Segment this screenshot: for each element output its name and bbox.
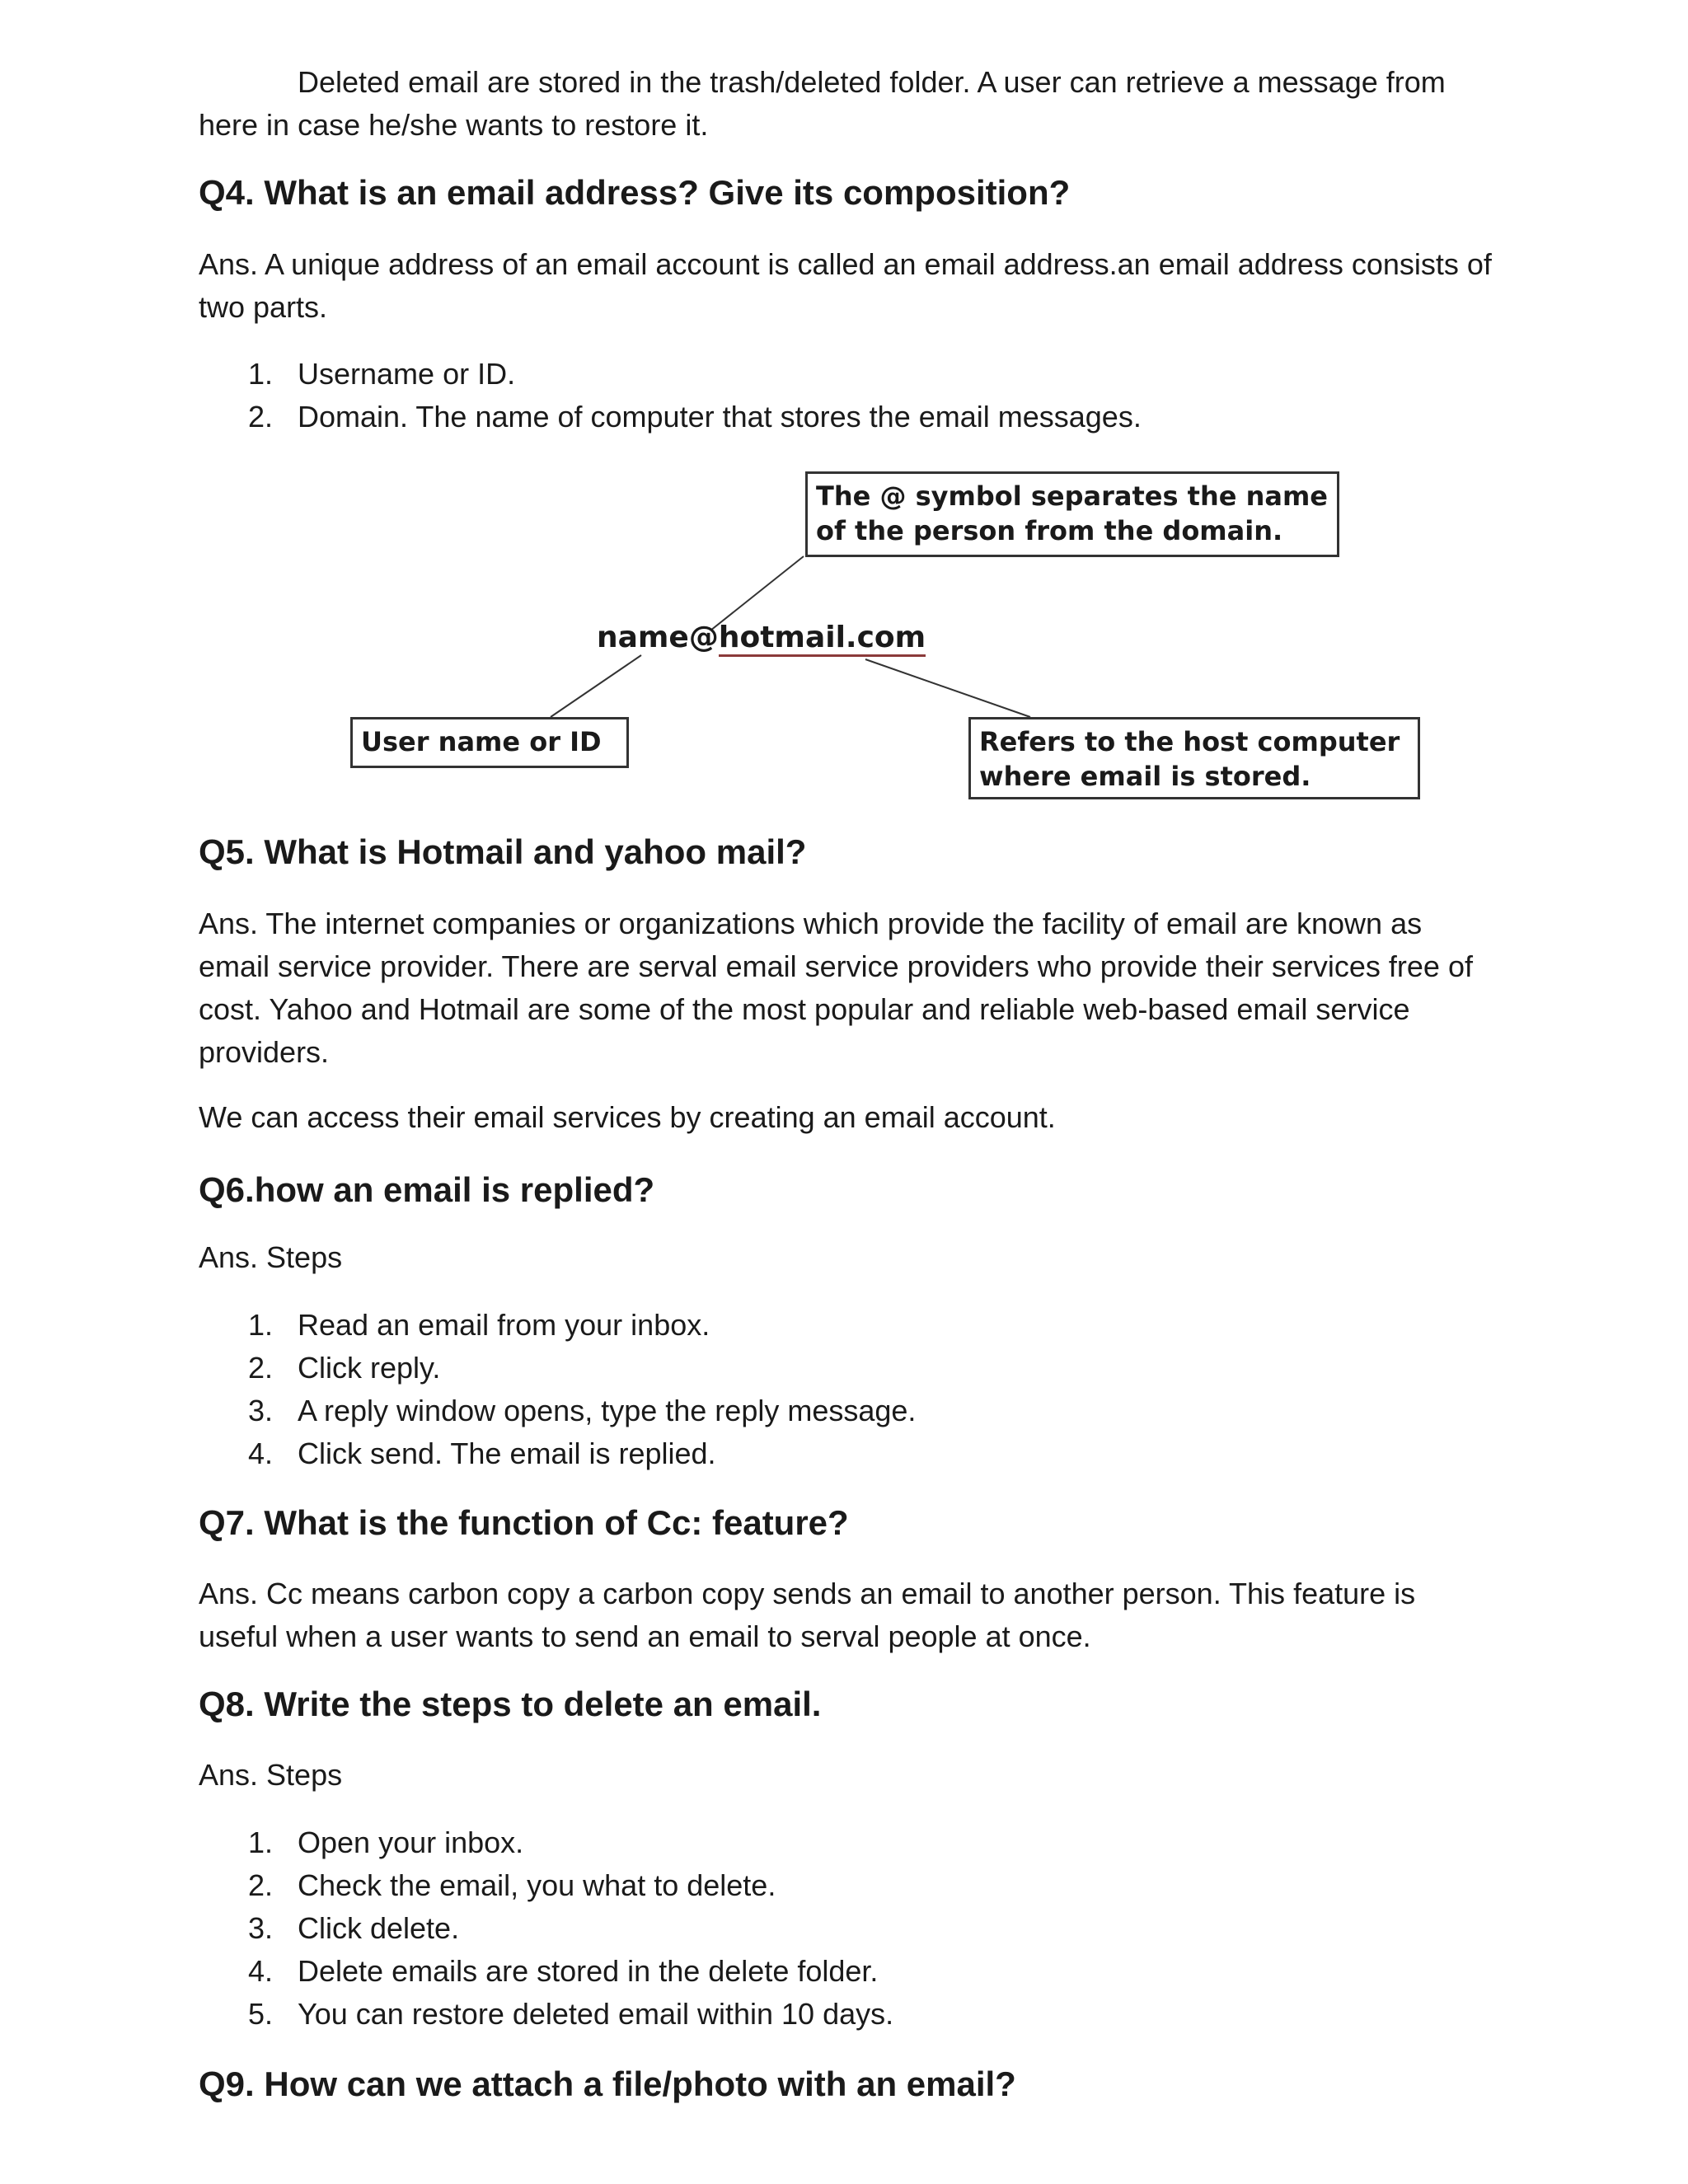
q9-heading: Q9. How can we attach a file/photo with an email? [199,2064,1016,2103]
q6-answer: Ans. Steps [199,1240,343,1274]
list-item: 5. You can restore deleted email within 10 days. [248,1997,894,2031]
q4-answer: Ans. A unique address of an email account is called an email address.an email address consists of two parts. [199,247,1492,324]
q4-heading: Q4. What is an email address? Give its composition? [199,173,1071,212]
q5-extra: We can access their email services by creating an email account. [199,1100,1056,1134]
list-item: 1. Open your inbox. [248,1825,524,1859]
list-item: 3. A reply window opens, type the reply message. [248,1394,917,1427]
diagram-connector-lines [0,0,1688,824]
list-item: 3. Click delete. [248,1911,460,1945]
q8-answer: Ans. Steps [199,1758,343,1792]
list-item: 2. Domain. The name of computer that stores the email messages. [248,400,1142,434]
list-item: 4. Delete emails are stored in the delete folder. [248,1954,879,1988]
list-item: 1. Read an email from your inbox. [248,1308,710,1342]
q6-heading: Q6.how an email is replied? [199,1170,655,1209]
host-computer-callout: Refers to the host computer where email is stored. [968,717,1420,799]
list-item: 4. Click send. The email is replied. [248,1436,716,1470]
email-address-example: name@hotmail.com [597,621,926,654]
intro-paragraph: Deleted email are stored in the trash/deleted folder. A user can retrieve a message from here in case he/she wants to restore it. [199,65,1446,142]
list-item: 2. Click reply. [248,1351,441,1385]
q8-list [199,1821,893,2036]
q8-heading: Q8. Write the steps to delete an email. [199,1685,822,1723]
q5-answer: Ans. The internet companies or organizations which provide the facility of email are known as email service provider. There are serval email service providers who provide their services free of cost. Yahoo and Hotmail are some of the most popular and reliable web-based email service providers. [199,907,1473,1069]
username-callout: User name or ID [350,717,629,768]
q6-list [199,1304,916,1475]
list-item: 2. Check the email, you what to delete. [248,1868,776,1902]
q7-heading: Q7. What is the function of Cc: feature? [199,1503,849,1542]
q5-heading: Q5. What is Hotmail and yahoo mail? [199,832,807,871]
at-symbol-callout: The @ symbol separates the name of the person from the domain. [805,471,1339,557]
q7-answer: Ans. Cc means carbon copy a carbon copy sends an email to another person. This feature is useful when a user wants to send an email to serval people at once. [199,1577,1416,1653]
list-item: 1. Username or ID. [248,357,516,391]
